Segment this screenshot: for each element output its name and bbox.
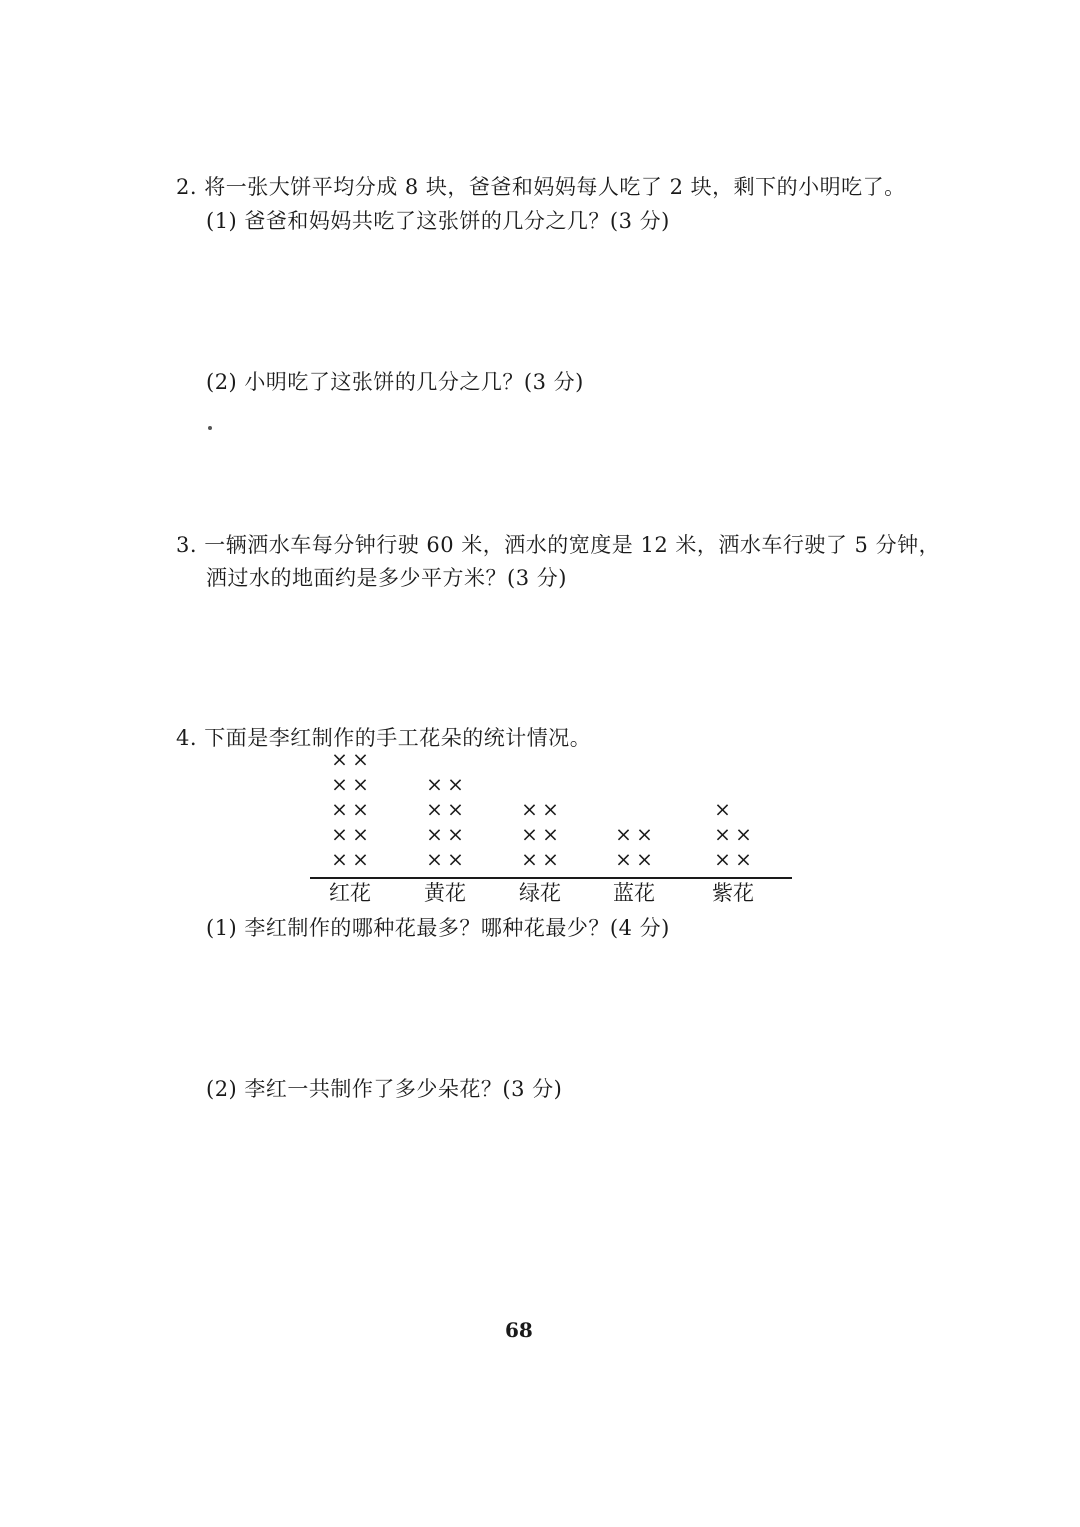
- category-label: 绿花: [519, 881, 561, 905]
- q3-line1: 3. 一辆洒水车每分钟行驶 60 米，洒水的宽度是 12 米，洒水车行驶了 5 分钟，: [176, 533, 941, 557]
- x-mark-绿花: ×: [542, 797, 559, 821]
- x-mark-红花: ×: [331, 797, 348, 821]
- x-mark-绿花: ×: [542, 822, 559, 846]
- q4-part1: (1) 李红制作的哪种花最多？哪种花最少？(4 分): [206, 916, 670, 940]
- x-mark-黄花: ×: [447, 847, 464, 871]
- category-label: 蓝花: [613, 881, 655, 905]
- x-mark-蓝花: ×: [615, 847, 632, 871]
- x-mark-红花: ×: [331, 772, 348, 796]
- x-mark-红花: ×: [331, 747, 348, 771]
- q2-part1: (1) 爸爸和妈妈共吃了这张饼的几分之几？(3 分): [206, 209, 670, 233]
- x-mark-黄花: ×: [447, 822, 464, 846]
- category-label: 紫花: [712, 881, 754, 905]
- x-mark-红花: ×: [352, 772, 369, 796]
- q4-part2: (2) 李红一共制作了多少朵花？(3 分): [206, 1077, 563, 1101]
- x-mark-黄花: ×: [426, 847, 443, 871]
- x-mark-蓝花: ×: [615, 822, 632, 846]
- x-mark-红花: ×: [352, 797, 369, 821]
- x-mark-黄花: ×: [426, 797, 443, 821]
- x-mark-绿花: ×: [521, 847, 538, 871]
- x-mark-黄花: ×: [447, 797, 464, 821]
- x-mark-蓝花: ×: [636, 847, 653, 871]
- x-mark-紫花: ×: [735, 822, 752, 846]
- category-label: 黄花: [424, 881, 466, 905]
- x-mark-红花: ×: [352, 747, 369, 771]
- q2-part2: (2) 小明吃了这张饼的几分之几？(3 分): [206, 370, 584, 394]
- x-mark-绿花: ×: [521, 797, 538, 821]
- x-mark-紫花: ×: [714, 847, 731, 871]
- x-mark-紫花: ×: [714, 797, 731, 821]
- x-mark-蓝花: ×: [636, 822, 653, 846]
- x-mark-红花: ×: [352, 847, 369, 871]
- x-mark-黄花: ×: [426, 772, 443, 796]
- x-mark-紫花: ×: [735, 847, 752, 871]
- q4-stem: 4. 下面是李红制作的手工花朵的统计情况。: [176, 726, 592, 750]
- x-mark-红花: ×: [331, 822, 348, 846]
- page-number: 68: [505, 1318, 533, 1342]
- x-mark-红花: ×: [331, 847, 348, 871]
- category-label: 红花: [329, 881, 371, 905]
- x-mark-黄花: ×: [426, 822, 443, 846]
- x-mark-红花: ×: [352, 822, 369, 846]
- q2-stem: 2. 将一张大饼平均分成 8 块，爸爸和妈妈每人吃了 2 块，剩下的小明吃了。: [176, 175, 906, 199]
- x-mark-绿花: ×: [521, 822, 538, 846]
- q3-line2: 洒过水的地面约是多少平方米？(3 分): [206, 566, 567, 590]
- x-mark-紫花: ×: [714, 822, 731, 846]
- x-mark-黄花: ×: [447, 772, 464, 796]
- x-mark-绿花: ×: [542, 847, 559, 871]
